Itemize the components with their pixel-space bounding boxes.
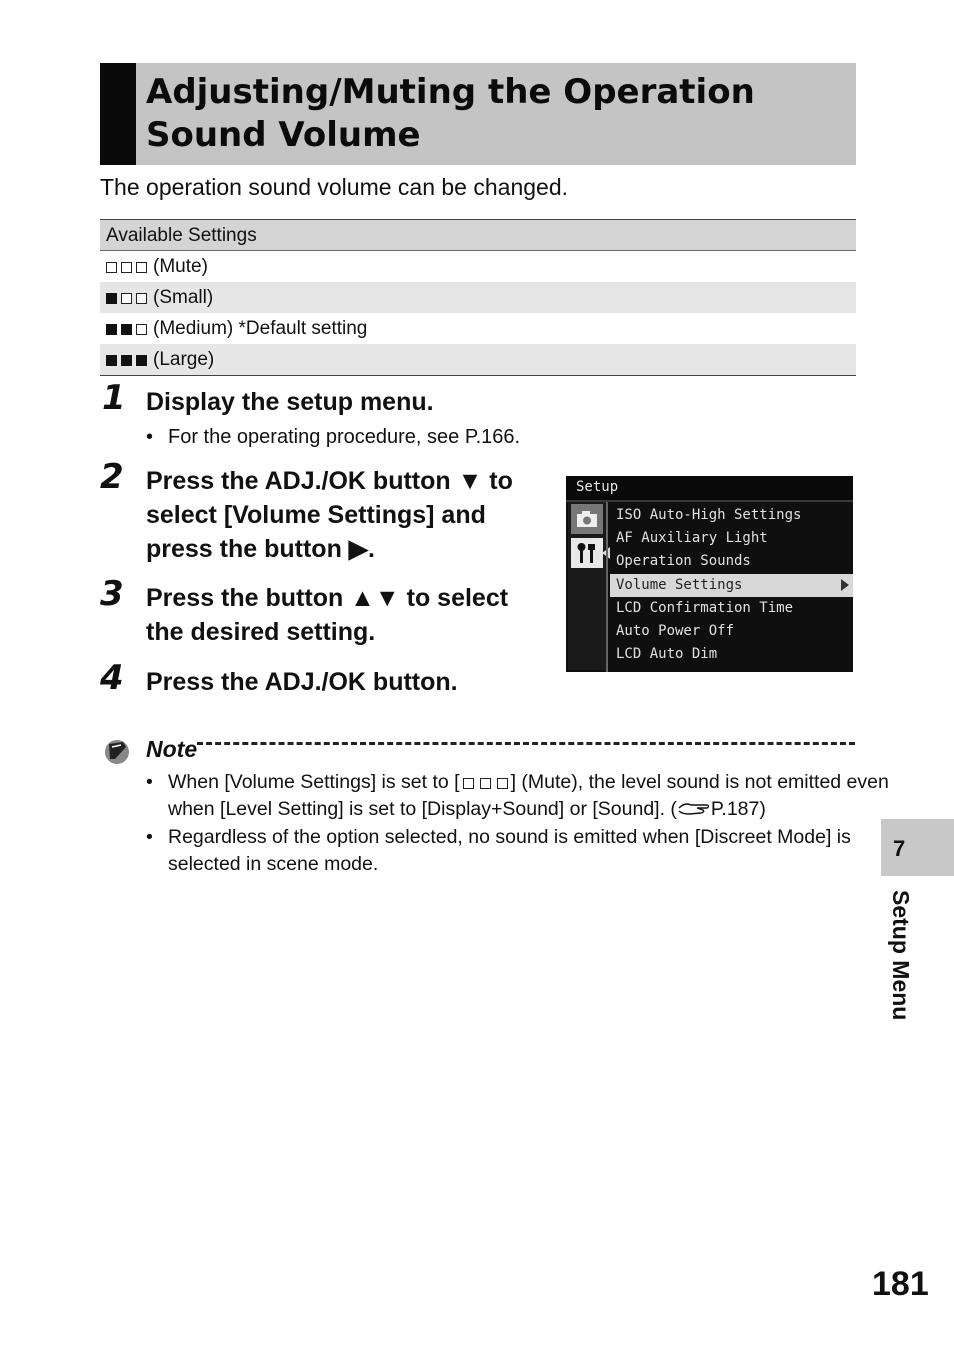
settings-header-label: Available Settings [106, 225, 257, 246]
step-2-line2: select [Volume Settings] and [146, 501, 486, 529]
volume-level-icon [106, 349, 151, 371]
settings-row-small [100, 282, 856, 313]
note-bullet-2-line2: selected in scene mode. [168, 853, 379, 875]
bullet-dot: • [146, 426, 154, 448]
step-1-bullet [146, 426, 646, 450]
settings-row-large [100, 344, 856, 375]
step-2-text [146, 464, 556, 566]
settings-row-label: (Large) [153, 349, 215, 370]
step-4-text: Press the ADJ./OK button. [146, 668, 458, 696]
camera-icon [571, 504, 603, 534]
page-title [146, 71, 846, 157]
settings-row-label: (Medium) *Default setting [153, 318, 368, 339]
volume-level-icon [106, 318, 151, 340]
step-1-bullet-text: For the operating procedure, see P.166. [168, 426, 521, 448]
settings-row-label: (Mute) [153, 256, 208, 277]
note-bullet-1-line2: when [Level Setting] is set to [Display+Sound] or [Sound]. ( [168, 798, 677, 820]
step-2-number: 2 [100, 457, 124, 497]
page-number: 181 [872, 1265, 929, 1303]
step-3-text [146, 581, 556, 649]
settings-row-mute [100, 251, 856, 282]
note-bullet-1-ref: P.187) [710, 798, 766, 820]
step-1-text: Display the setup menu. [146, 388, 434, 416]
menu-item-auto-power-off: Auto Power Off [616, 623, 735, 639]
step-2-line1: Press the ADJ./OK button ▼ to [146, 467, 513, 495]
settings-table-header [100, 220, 856, 251]
wrench-screwdriver-icon [571, 538, 603, 568]
step-1-number: 1 [102, 378, 126, 418]
note-pencil-icon [103, 737, 131, 765]
menu-item-af-auxiliary-light: AF Auxiliary Light [616, 530, 768, 546]
step-3-number: 3 [100, 574, 124, 614]
screen-tab-column [568, 502, 606, 670]
volume-level-icon [106, 256, 151, 278]
note-divider [197, 742, 855, 745]
note-bullet-1-part1: When [Volume Settings] is set to [ [168, 771, 460, 793]
volume-level-icon [106, 287, 151, 309]
intro-text: The operation sound volume can be changed. [100, 174, 568, 200]
bullet-dot: • [146, 826, 153, 848]
settings-row-medium [100, 313, 856, 344]
screen-title: Setup [576, 479, 619, 495]
title-banner [100, 63, 856, 165]
menu-item-lcd-auto-dim: LCD Auto Dim [616, 646, 718, 662]
page-title-line2: Sound Volume [146, 115, 421, 155]
settings-table [100, 219, 856, 376]
menu-item-operation-sounds: Operation Sounds [616, 553, 751, 569]
page-title-line1: Adjusting/Muting the Operation [146, 72, 755, 112]
menu-item-iso-auto-high: ISO Auto-High Settings [616, 507, 802, 523]
chapter-tab [881, 819, 954, 876]
step-2-line3: press the button ▶. [146, 535, 375, 563]
note-bullet-2-line1: Regardless of the option selected, no sound is emitted when [Discreet Mode] is [168, 826, 851, 848]
menu-item-lcd-confirmation-time: LCD Confirmation Time [616, 600, 794, 616]
screen-divider [606, 502, 608, 672]
note-bullet-1-part2: ] (Mute), the level sound is not emitted even [510, 771, 889, 793]
step-3-line1: Press the button ▲▼ to select [146, 584, 509, 612]
bullet-dot: • [146, 771, 153, 793]
chapter-label [886, 890, 916, 1040]
menu-item-volume-settings: Volume Settings [610, 574, 853, 597]
note-bullet-1 [146, 769, 889, 823]
settings-row-label: (Small) [153, 287, 214, 308]
screen-header [566, 476, 853, 502]
note-label: Note [146, 736, 198, 762]
chapter-number: 7 [893, 836, 906, 861]
step-3-line2: the desired setting. [146, 618, 376, 646]
title-accent-bar [100, 63, 136, 165]
note-bullet-2 [146, 824, 856, 878]
step-4-number: 4 [100, 658, 124, 698]
camera-setup-screen [566, 476, 853, 672]
chapter-label-text: Setup Menu [888, 890, 914, 1021]
reference-hand-icon [677, 798, 711, 816]
